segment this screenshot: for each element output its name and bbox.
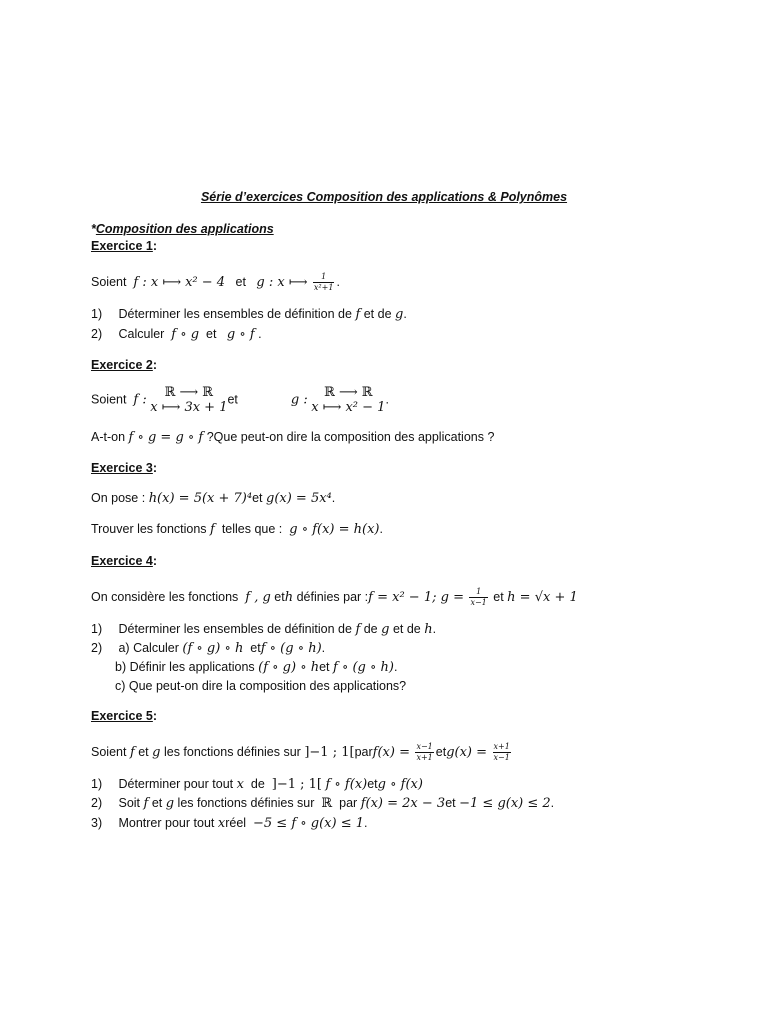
exercise-2-colon: :: [152, 358, 158, 372]
fraction-numerator: 1: [469, 587, 487, 598]
math-x: x: [217, 816, 226, 831]
question-text: ?Que peut-on dire la composition des applications ?: [206, 430, 495, 444]
math-composition: f ∘ f(x): [325, 777, 368, 792]
fraction-numerator: x−1: [416, 742, 433, 751]
question-text: A-t-on: [91, 430, 126, 444]
g-fraction: [493, 742, 511, 763]
exercise-5-question-3: [91, 815, 367, 832]
math-composition: f ∘ (g ∘ h): [333, 660, 394, 675]
period: .: [550, 796, 555, 810]
period: .: [331, 491, 336, 505]
exercise-4-colon: :: [152, 554, 158, 568]
f-definition: f : x ⟼ x² − 4: [133, 274, 226, 290]
math-reals: ℝ: [321, 796, 333, 811]
exercise-3-colon: :: [152, 461, 158, 475]
exercise-1-question-2: [91, 326, 262, 343]
exercise-4-question-1: [91, 621, 436, 638]
math-f-g: f , g: [245, 589, 271, 605]
et-text: et: [493, 589, 504, 604]
math-composition: (f ∘ g) ∘ h: [182, 641, 244, 656]
exercise-1-title: Exercice 1: [91, 239, 153, 253]
period: .: [336, 274, 340, 289]
g-label: g :: [290, 392, 308, 408]
question-text: Calculer: [118, 327, 165, 341]
math-h-definition: h = √x + 1: [507, 589, 578, 605]
g-fraction: [469, 587, 487, 608]
question-text: et: [206, 327, 217, 341]
math-x: x: [236, 777, 244, 792]
statement-text: les fonctions définies sur: [163, 744, 301, 759]
et-text: et: [367, 777, 378, 791]
exercise-3-statement: [91, 490, 335, 507]
math-h: h: [284, 589, 294, 605]
math-f-of-x: f(x) =: [372, 744, 410, 760]
exercise-2-question: [91, 429, 494, 446]
exercise-4-heading: [91, 553, 157, 569]
soient-text: Soient: [91, 392, 127, 407]
section-label: Composition des applications: [95, 222, 274, 236]
question-text: les fonctions définies sur: [177, 796, 315, 810]
math-interval: ]−1 ; 1[: [271, 777, 322, 792]
exercise-2-title: Exercice 2: [91, 358, 153, 372]
question-text: de: [363, 622, 378, 636]
exercise-5-question-1: [91, 776, 423, 793]
fraction-denominator: x+1: [416, 753, 433, 762]
math-f: f: [129, 744, 135, 760]
exercise-4-title: Exercice 4: [91, 554, 153, 568]
g-fraction: [313, 272, 335, 293]
question-text: par: [339, 796, 358, 810]
question-number: 3): [91, 816, 103, 830]
statement-text: Soient: [91, 744, 127, 759]
question-number: 2): [91, 796, 103, 810]
math-g-of-x: g(x) =: [446, 744, 488, 760]
question-text: Déterminer les ensembles de définition de: [118, 622, 352, 636]
fraction-denominator: x²+1: [313, 283, 334, 292]
f-domain-codomain: ℝ ⟶ ℝ: [164, 385, 214, 400]
question-text: et de: [363, 307, 392, 321]
et-text: et: [252, 491, 263, 505]
period: .: [403, 307, 407, 321]
question-number: 1): [91, 622, 103, 636]
math-interval: ]−1 ; 1[: [304, 744, 355, 760]
question-text: Déterminer les ensembles de définition de: [118, 307, 352, 321]
exercise-5-title: Exercice 5: [91, 709, 153, 723]
math-g-definition: g(x) = 5x⁴: [266, 491, 332, 506]
math-f: f: [210, 522, 215, 537]
period: .: [379, 522, 383, 536]
statement-text: par: [354, 744, 373, 759]
fraction-numerator: 1: [313, 272, 335, 283]
et-text: et: [151, 796, 163, 810]
period: .: [393, 660, 398, 674]
math-f-definition: f(x) = 2x − 3: [360, 796, 446, 811]
et-text: et: [274, 589, 285, 604]
exercise-1-heading: [91, 238, 157, 254]
math-f-compose-g: f ∘ g: [171, 327, 200, 342]
exercise-4-question-2b: [115, 659, 397, 676]
exercise-1-statement: [91, 272, 340, 293]
period: .: [321, 641, 326, 655]
math-g: g: [395, 307, 404, 322]
question-text: de: [250, 777, 265, 791]
f-rule: x ⟼ 3x + 1: [150, 400, 228, 415]
et-text: et: [235, 274, 246, 289]
et-text: et: [319, 660, 330, 674]
question-text: Soit: [118, 796, 141, 810]
math-g: g: [152, 744, 161, 760]
exercise-2-heading: [91, 357, 157, 373]
exercise-5-statement: [91, 742, 513, 763]
question-text: réel: [225, 816, 247, 830]
math-g: g: [381, 622, 390, 637]
math-inequality: −1 ≤ g(x) ≤ 2: [459, 796, 551, 811]
g-definition-prefix: g : x ⟼: [256, 274, 308, 290]
question-number: 1): [91, 307, 103, 321]
exercise-5-colon: :: [152, 709, 158, 723]
exercise-4-question-2c: [115, 678, 406, 694]
question-text: c) Que peut-on dire la composition des applications?: [115, 679, 407, 693]
exercise-1-question-1: [91, 306, 407, 323]
question-number: 1): [91, 777, 103, 791]
exercise-3-question: [91, 521, 383, 538]
f-fraction: [415, 742, 433, 763]
math-composition: f ∘ (g ∘ h): [260, 641, 322, 656]
fraction-numerator: x+1: [493, 742, 510, 751]
g-mapping: [311, 385, 385, 415]
question-text: Montrer pour tout: [118, 816, 215, 830]
document-title: Série d’exercices Composition des applications & Polynômes: [200, 190, 568, 204]
math-equality: f ∘ g = g ∘ f: [128, 430, 204, 445]
math-inequality: −5 ≤ f ∘ g(x) ≤ 1: [253, 816, 364, 831]
question-number: 2): [91, 641, 103, 655]
et-text: et: [227, 392, 238, 407]
et-text: et: [250, 641, 261, 655]
question-text: a) Calculer: [118, 641, 179, 655]
g-rule: x ⟼ x² − 1: [311, 400, 386, 415]
math-f: f: [355, 307, 361, 322]
fraction-denominator: x−1: [493, 753, 510, 762]
f-label: f :: [133, 392, 147, 408]
statement-text: définies par :: [296, 589, 369, 604]
soient-text: Soient: [91, 274, 127, 289]
g-domain-codomain: ℝ ⟶ ℝ: [324, 385, 373, 400]
statement-text: On pose :: [91, 491, 146, 505]
math-f: f: [355, 622, 361, 637]
exercise-4-question-2a: [91, 640, 325, 657]
period: .: [364, 816, 368, 830]
exercise-3-heading: [91, 460, 157, 476]
math-h: h: [424, 622, 433, 637]
math-definitions: f = x² − 1; g =: [368, 589, 464, 605]
exercise-5-heading: [91, 708, 157, 724]
section-prefix: *: [91, 222, 96, 236]
math-h-definition: h(x) = 5(x + 7)⁴: [148, 491, 253, 506]
math-composition: g ∘ f(x): [377, 777, 423, 792]
question-text: telles que :: [221, 522, 283, 536]
exercise-1-colon: :: [152, 239, 158, 253]
exercise-5-question-2: [91, 795, 554, 812]
exercise-3-title: Exercice 3: [91, 461, 153, 475]
math-g: g: [165, 796, 175, 811]
exercise-4-statement: [91, 587, 578, 608]
exercise-2-statement: [91, 385, 389, 415]
fraction-denominator: x−1: [470, 598, 487, 607]
et-text: et: [445, 796, 456, 810]
period: .: [385, 392, 389, 407]
question-text: Trouver les fonctions: [91, 522, 207, 536]
math-f: f: [143, 796, 149, 811]
question-text: Déterminer pour tout: [118, 777, 234, 791]
section-heading: [91, 221, 274, 237]
et-text: et: [138, 744, 149, 759]
math-composition: (f ∘ g) ∘ h: [258, 660, 320, 675]
question-number: 2): [91, 327, 103, 341]
math-g-compose-f: g ∘ f: [226, 327, 255, 342]
et-text: et: [435, 744, 447, 759]
period: .: [258, 327, 262, 341]
math-equation: g ∘ f(x) = h(x): [289, 522, 380, 537]
period: .: [432, 622, 437, 636]
statement-text: On considère les fonctions: [91, 589, 239, 604]
f-mapping: [150, 385, 227, 415]
question-text: b) Définir les applications: [115, 660, 255, 674]
question-text: et de: [392, 622, 421, 636]
